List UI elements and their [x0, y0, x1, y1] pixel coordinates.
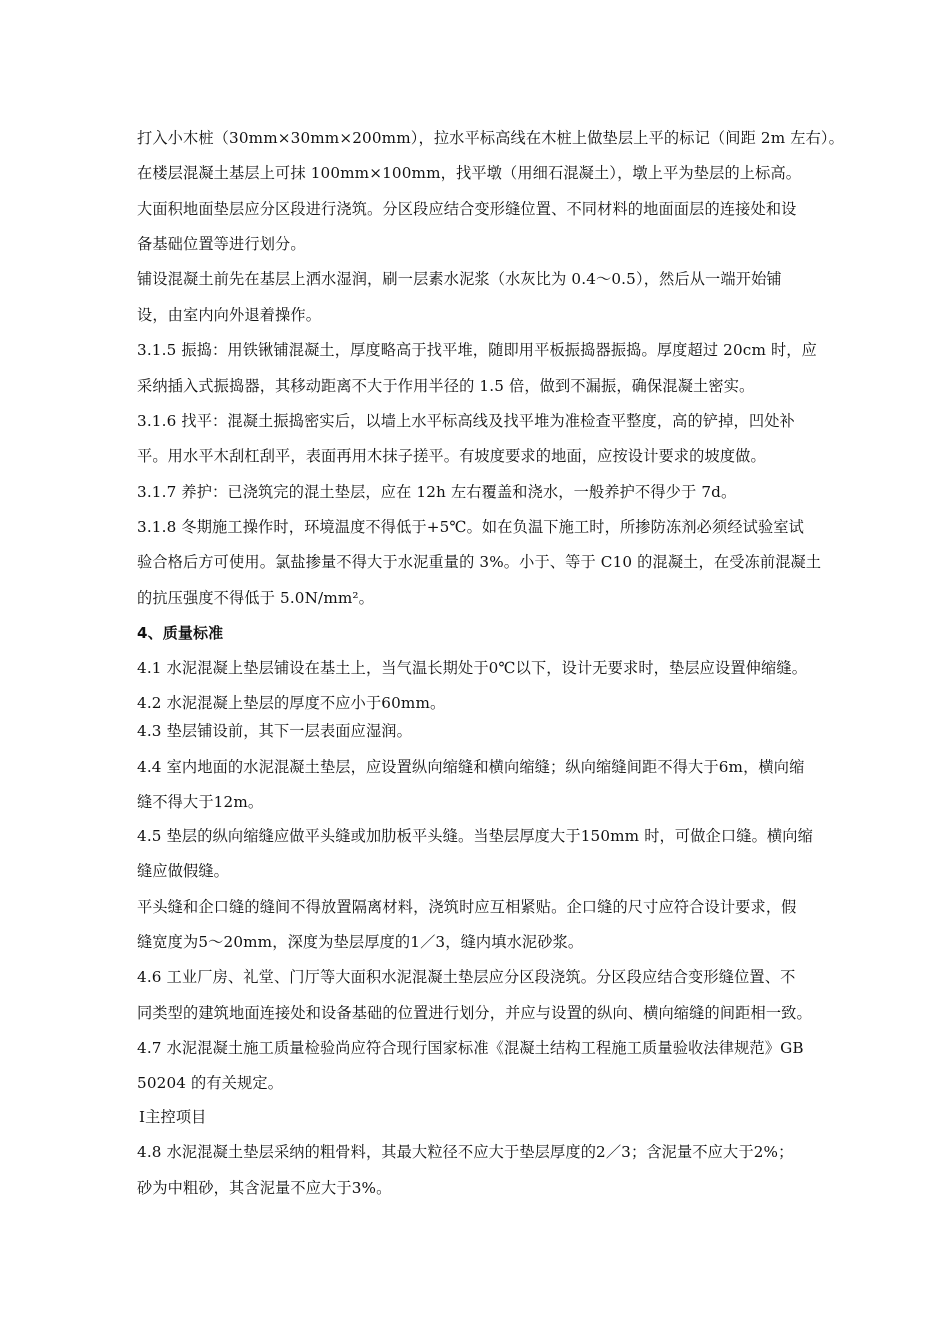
text-line: 缝宽度为5～20mm，深度为垫层厚度的1／3，缝内填水泥砂浆。	[137, 933, 584, 951]
text-line: 4.5 垫层的纵向缩缝应做平头缝或加肋板平头缝。当垫层厚度大于150mm 时，可做企口缝。横向缩	[137, 827, 813, 845]
text-line: 4.8 水泥混凝土垫层采纳的粗骨料，其最大粒径不应大于垫层厚度的2／3；含泥量不应大于2%；	[137, 1143, 794, 1161]
subsection-heading: Ⅰ主控项目	[139, 1108, 207, 1126]
text-line: 缝应做假缝。	[137, 862, 230, 880]
text-line: 4.3 垫层铺设前，其下一层表面应湿润。	[137, 722, 412, 740]
text-line: 验合格后方可使用。氯盐掺量不得大于水泥重量的 3%。小于、等于 C10 的混凝土，在受冻前混凝土	[137, 553, 822, 571]
text-line: 设，由室内向外退着操作。	[137, 306, 322, 324]
text-line: 4.2 水泥混凝上垫层的厚度不应小于60mm。	[137, 694, 446, 712]
text-line: 4.4 室内地面的水泥混凝土垫层，应设置纵向缩缝和横向缩缝；纵向缩缝间距不得大于6m，横向缩	[137, 758, 805, 776]
text-line: 备基础位置等进行划分。	[137, 235, 306, 253]
text-line: 4.7 水泥混凝土施工质量检验尚应符合现行国家标准《混凝土结构工程施工质量验收法律规范》GB	[137, 1039, 804, 1057]
text-line: 3.1.6 找平：混凝土振捣密实后，以墙上水平标高线及找平堆为准检查平整度，高的铲掉，凹处补	[137, 412, 795, 430]
text-line: 铺设混凝土前先在基层上洒水湿润，刷一层素水泥浆（水灰比为 0.4～0.5），然后从一端开始铺	[137, 270, 782, 288]
text-line: 4.6 工业厂房、礼堂、门厅等大面积水泥混凝土垫层应分区段浇筑。分区段应结合变形缝位置、不	[137, 968, 796, 986]
text-line: 3.1.8 冬期施工操作时，环境温度不得低于+5℃。如在负温下施工时，所掺防冻剂必须经试验室试	[137, 518, 805, 536]
text-line: 平。用水平木刮杠刮平，表面再用木抹子搓平。有坡度要求的地面，应按设计要求的坡度做。	[137, 447, 766, 465]
text-line: 3.1.5 振捣：用铁锹铺混凝土，厚度略高于找平堆，随即用平板振捣器振捣。厚度超过 20cm 时，应	[137, 341, 817, 359]
text-line: 打入小木桩（30mm×30mm×200mm），拉水平标高线在木桩上做垫层上平的标记（间距 2m 左右）。	[137, 129, 845, 147]
text-line: 大面积地面垫层应分区段进行浇筑。分区段应结合变形缝位置、不同材料的地面面层的连接处和设	[137, 200, 797, 218]
text-line: 采纳插入式振捣器，其移动距离不大于作用半径的 1.5 倍，做到不漏振，确保混凝土密实。	[137, 377, 755, 395]
text-line: 3.1.7 养护：已浇筑完的混土垫层，应在 12h 左右覆盖和浇水，一般养护不得少于 7d。	[137, 483, 737, 501]
text-line: 在楼层混凝土基层上可抹 100mm×100mm，找平墩（用细石混凝土），墩上平为垫层的上标高。	[137, 164, 802, 182]
text-line: 的抗压强度不得低于 5.0N/mm²。	[137, 589, 375, 607]
text-line: 50204 的有关规定。	[137, 1074, 284, 1092]
text-line: 同类型的建筑地面连接处和设备基础的位置进行划分，并应与设置的纵向、横向缩缝的间距相一致。	[137, 1004, 812, 1022]
text-line: 缝不得大于12m。	[137, 793, 264, 811]
text-line: 平头缝和企口缝的缝间不得放置隔离材料，浇筑时应互相紧贴。企口缝的尺寸应符合设计要求，假	[137, 898, 797, 916]
text-line: 4.1 水泥混凝上垫层铺设在基土上，当气温长期处于0℃以下，设计无要求时，垫层应设置伸缩缝。	[137, 659, 808, 677]
text-line: 砂为中粗砂，其含泥量不应大于3%。	[137, 1179, 392, 1197]
section-heading: 4、质量标准	[137, 624, 224, 642]
